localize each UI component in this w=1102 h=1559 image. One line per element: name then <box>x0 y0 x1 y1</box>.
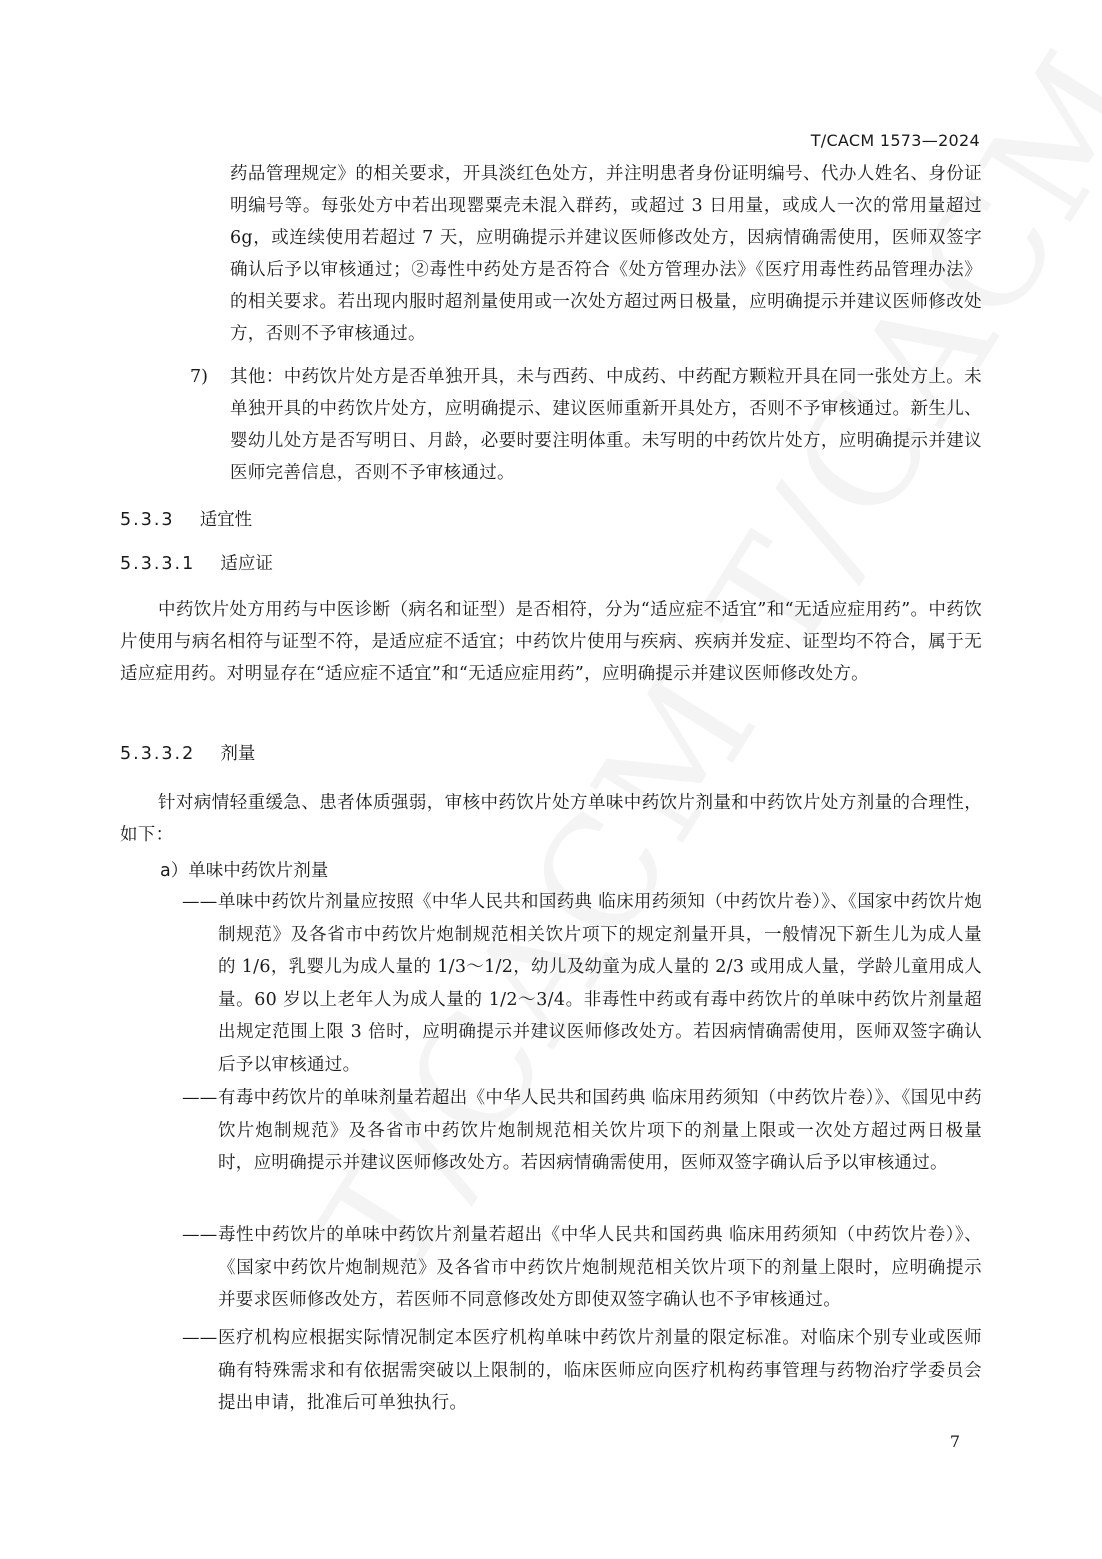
dash-item-text: 医疗机构应根据实际情况制定本医疗机构单味中药饮片剂量的限定标准。对临床个别专业或医师确有特殊需求和有依据需突破以上限制的，临床医师应向医疗机构药事管理与药物治疗学委员会提出申请，批准后可单独执行。 <box>218 1328 982 1414</box>
dash-item-text: 毒性中药饮片的单味中药饮片剂量若超出《中华人民共和国药典 临床用药须知（中药饮片卷）》、《国家中药饮片炮制规范》及各省市中药饮片炮制规范相关饮片项下的剂量上限时，应明确提示并要求医师修改处方，若医师不同意修改处方即使双签字确认也不予审核通过。 <box>218 1225 982 1311</box>
section-title: 适宜性 <box>199 510 253 530</box>
section-heading-5-3-3 <box>120 504 252 536</box>
subsection-a-heading: a）单味中药饮片剂量 <box>160 861 329 881</box>
section-heading-5-3-3-2 <box>120 738 255 770</box>
dash-item <box>182 1219 982 1317</box>
section-number: 5.3.3.2 <box>120 744 196 764</box>
dash-marker: —— <box>182 1225 218 1245</box>
dash-item-text: 单味中药饮片剂量应按照《中华人民共和国药典 临床用药须知（中药饮片卷）》、《国家中药饮片炮制规范》及各省市中药饮片炮制规范相关饮片项下的规定剂量开具，一般情况下新生儿为成人量的 1/6，乳婴儿为成人量的 1/3～1/2，幼儿及幼童为成人量的 2/3 或用成人量，学龄儿童用成人量。60 岁以上老年人为成人量的 1/2～3/4。非毒性中药或有毒中药饮片的单味中药饮片剂量超出规定范围上限 3 倍时，应明确提示并建议医师修改处方。若因病情确需使用，医师双签字确认后予以审核通过。 <box>218 892 982 1075</box>
dosage-paragraph: 针对病情轻重缓急、患者体质强弱，审核中药饮片处方单味中药饮片剂量和中药饮片处方剂量的合理性，如下： <box>120 793 982 845</box>
section-title: 剂量 <box>220 744 256 764</box>
page-number: 7 <box>949 1432 960 1451</box>
dash-item <box>182 1322 982 1420</box>
dash-item-text: 有毒中药饮片的单味剂量若超出《中华人民共和国药典 临床用药须知（中药饮片卷）》、《国见中药饮片炮制规范》及各省市中药饮片炮制规范相关饮片项下的剂量上限或一次处方超过两日极量时，应明确提示并建议医师修改处方。若因病情确需使用，医师双签字确认后予以审核通过。 <box>218 1088 982 1174</box>
section-number: 5.3.3.1 <box>120 554 196 574</box>
dash-marker: —— <box>182 892 218 912</box>
list-marker: 7) <box>190 367 208 387</box>
section-number: 5.3.3 <box>120 510 175 530</box>
dash-marker: —— <box>182 1328 218 1348</box>
section-title: 适应证 <box>220 554 273 574</box>
document-code: T/CACM 1573—2024 <box>810 131 980 150</box>
dash-marker: —— <box>182 1088 218 1108</box>
section-heading-5-3-3-1 <box>120 548 273 580</box>
indications-paragraph: 中药饮片处方用药与中医诊断（病名和证型）是否相符，分为“适应症不适宜”和“无适应症用药”。中药饮片使用与病名相符与证型不符，是适应症不适宜；中药饮片使用与疾病、疾病并发症、证型均不符合，属于无适应症用药。对明显存在“适应症不适宜”和“无适应症用药”，应明确提示并建议医师修改处方。 <box>120 600 982 684</box>
continuation-paragraph: 药品管理规定》的相关要求，开具淡红色处方，并注明患者身份证明编号、代办人姓名、身份证明编号等。每张处方中若出现罂粟壳未混入群药，或超过 3 日用量，或成人一次的常用量超过 6g，或连续使用若超过 7 天，应明确提示并建议医师修改处方，因病情确需使用，医师双签字确认后予以审核通过；②毒性中药处方是否符合《处方管理办法》《医疗用毒性药品管理办法》的相关要求。若出现内服时超剂量使用或一次处方超过两日极量，应明确提示并建议医师修改处方，否则不予审核通过。 <box>230 164 982 344</box>
list-item-7 <box>190 361 208 393</box>
dash-item <box>182 1082 982 1180</box>
dash-item <box>182 886 982 1082</box>
list-item-7-text: 其他：中药饮片处方是否单独开具，未与西药、中成药、中药配方颗粒开具在同一张处方上。未单独开具的中药饮片处方，应明确提示、建议医师重新开具处方，否则不予审核通过。新生儿、婴幼儿处方是否写明日、月龄，必要时要注明体重。未写明的中药饮片处方，应明确提示并建议医师完善信息，否则不予审核通过。 <box>230 367 982 483</box>
